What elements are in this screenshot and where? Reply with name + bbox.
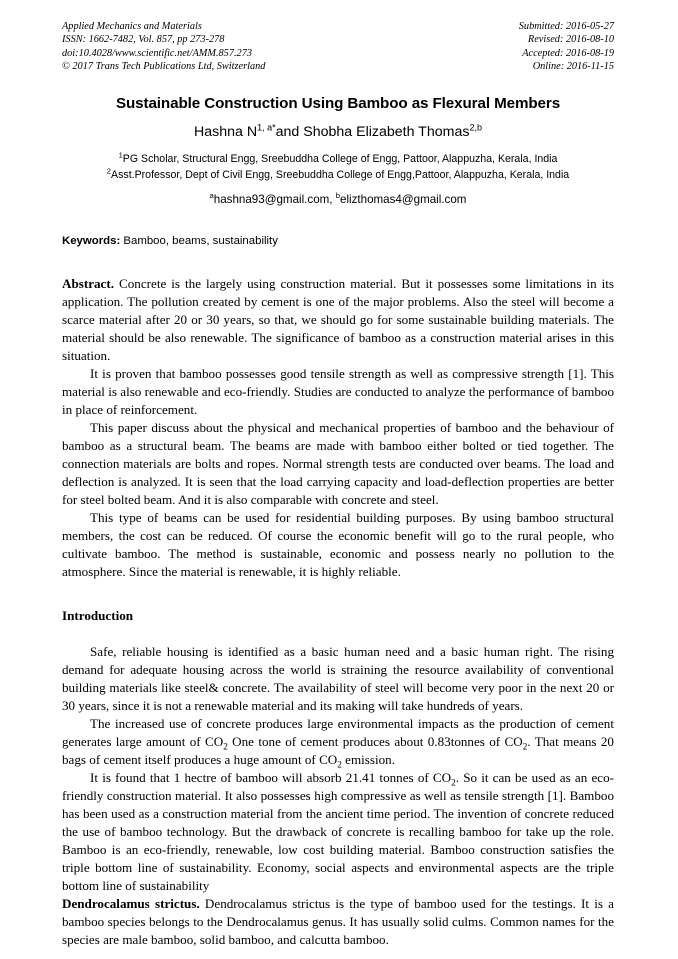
section-spacer [62,581,614,607]
bamboo-text-part-1: It is found that 1 hectre of bamboo will absorb 21.41 tonnes of CO [90,770,452,786]
author-list [62,123,614,141]
journal-info-left [62,20,265,73]
date-online: Online: 2016-11-15 [532,60,614,72]
date-submitted: Submitted: 2016-05-27 [518,21,614,32]
email-marker-a: a [209,191,214,201]
affiliation-text: Asst.Professor, Dept of Civil Engg, Sreebuddha College of Engg,Pattoor, Alappuzha, Kerala, India [111,168,570,181]
keywords-line [62,234,614,249]
bamboo-text-part-2: . So it can be used as an eco-friendly construction material. It also possesses high compressive as well as tensile strength [1]. Bamboo has been used as a construction material from the ancient time period. The invention of concrete reduced the use of bamboo technology. But the drawback of concrete is recalling bamboo for take up the role. Bamboo is an eco-friendly, renewable, low cost building material. Bamboo construction satisfies the triple bottom line of sustainability. Economy, social aspects and environmental aspects are the triple bottom line of sustainability [62,770,614,894]
affiliation-list [62,152,614,183]
co2-subscript: 2 [337,759,342,770]
co2-subscript: 2 [223,741,228,752]
paper-page [62,0,614,959]
affiliation-marker: 1 [118,150,123,160]
date-revised: Revised: 2016-08-10 [527,34,614,46]
email-marker-b: b [335,191,340,201]
affiliation-item [62,152,614,168]
abstract-paragraph [62,275,614,365]
heading-spacer [62,625,614,643]
journal-dates-right [519,20,614,73]
journal-name: Applied Mechanics and Materials [62,21,202,32]
introduction-paragraph: Safe, reliable housing is identified as a basic human need and a basic human right. The rising demand for adequate housing across the world is straining the resource availability of conventional building materials like steel& concrete. The availability of steel will become very poor in the next 20 or 30 years, since it is not a renewable material and its making will take hundreds of years. [62,644,614,714]
abstract-paragraph-text: Concrete is the largely using construction material. But it possesses some limitations in its application. The pollution created by cement is one of the major problems. Also the steel will become a scarce material after 20 or 30 years, so that, we should go for some sustainable building materials. The material should be also renewable. The significance of bamboo as a construction material arises in this situation. [62,276,615,364]
abstract-label: Abstract. [62,276,114,292]
article-body [62,275,614,949]
date-accepted: Accepted: 2016-08-19 [522,47,614,59]
email-address-a[interactable]: hashna93@gmail.com, [213,193,333,207]
affiliation-item [62,168,614,184]
introduction-paragraph-co2 [62,715,614,769]
abstract-paragraph: This paper discuss about the physical and mechanical properties of bamboo and the behaviour of bamboo as a structural beam. The beams are made with bamboo either bolted or tied together. The connection materials are bolts and ropes. Normal strength tests are conducted over beams. The load and deflection is analyzed. It is seen that the load carrying capacity and load-deflection properties are better for steel bolted beam. And it is also comparable with concrete and steel. [62,420,614,508]
corresponding-author-marker: * [272,122,276,133]
affiliation-marker: 2 [106,166,112,176]
journal-doi: doi:10.4028/www.scientific.net/AMM.857.273 [62,47,252,59]
co2-text-part-3: . That means 20 bags of cement itself produces a huge amount of CO [62,734,614,768]
co2-text-part-2: One tone of cement produces about 0.83tonnes of CO [227,734,523,750]
section-heading-introduction: Introduction [62,608,134,624]
keywords-value: Bamboo, beams, sustainability [123,235,278,248]
journal-issn-volume: ISSN: 1662-7482, Vol. 857, pp 273-278 [62,34,225,46]
author-two-name: Shobha Elizabeth Thomas [303,124,470,141]
page-title: Sustainable Construction Using Bamboo as Flexural Members [115,95,561,113]
email-address-b[interactable]: elizthomas4@gmail.com [340,193,467,207]
dendrocalamus-text: Dendrocalamus strictus is the type of bamboo used for the testings. It is a bamboo species belongs to the Dendrocalamus genus. It has usually solid culms. Common names for the species are male bamboo, solid bamboo, and calcutta bamboo. [62,896,614,948]
abstract-paragraph: This type of beams can be used for residential building purposes. By using bamboo structural members, the cost can be reduced. Of course the economic benefit will go to the rural people, who cultivate bamboo. The method is sustainable, economic and possess nearly no pollution to the atmosphere. Since the material is renewable, it is highly reliable. [62,510,614,580]
co2-subscript: 2 [522,741,528,752]
keywords-label: Keywords: [62,235,121,248]
abstract-paragraph: It is proven that bamboo possesses good tensile strength as well as compressive strength [1]. This material is also renewable and eco-friendly. Studies are conducted to analyze the performance of bamboo in place of reinforcement. [62,366,614,418]
journal-copyright: © 2017 Trans Tech Publications Ltd, Switzerland [62,60,266,72]
author-one-name: Hashna N [194,124,258,141]
dendrocalamus-paragraph [62,895,614,949]
author-conjunction: and [275,124,304,141]
affiliation-text: PG Scholar, Structural Engg, Sreebuddha College of Engg, Pattoor, Alappuzha, Kerala, India [122,153,558,166]
journal-header [62,0,614,73]
author-two-superscript: 2,b [469,122,482,133]
author-one-superscript: 1, a [257,122,273,133]
author-emails [62,192,614,207]
co2-text-part-1: The increased use of concrete produces large environmental impacts as the production of cement generates large amount of CO [62,716,614,750]
co2-subscript: 2 [451,777,456,788]
co2-text-part-4: emission. [341,752,395,768]
introduction-paragraph-bamboo [62,769,614,895]
dendrocalamus-label: Dendrocalamus strictus. [62,896,200,912]
